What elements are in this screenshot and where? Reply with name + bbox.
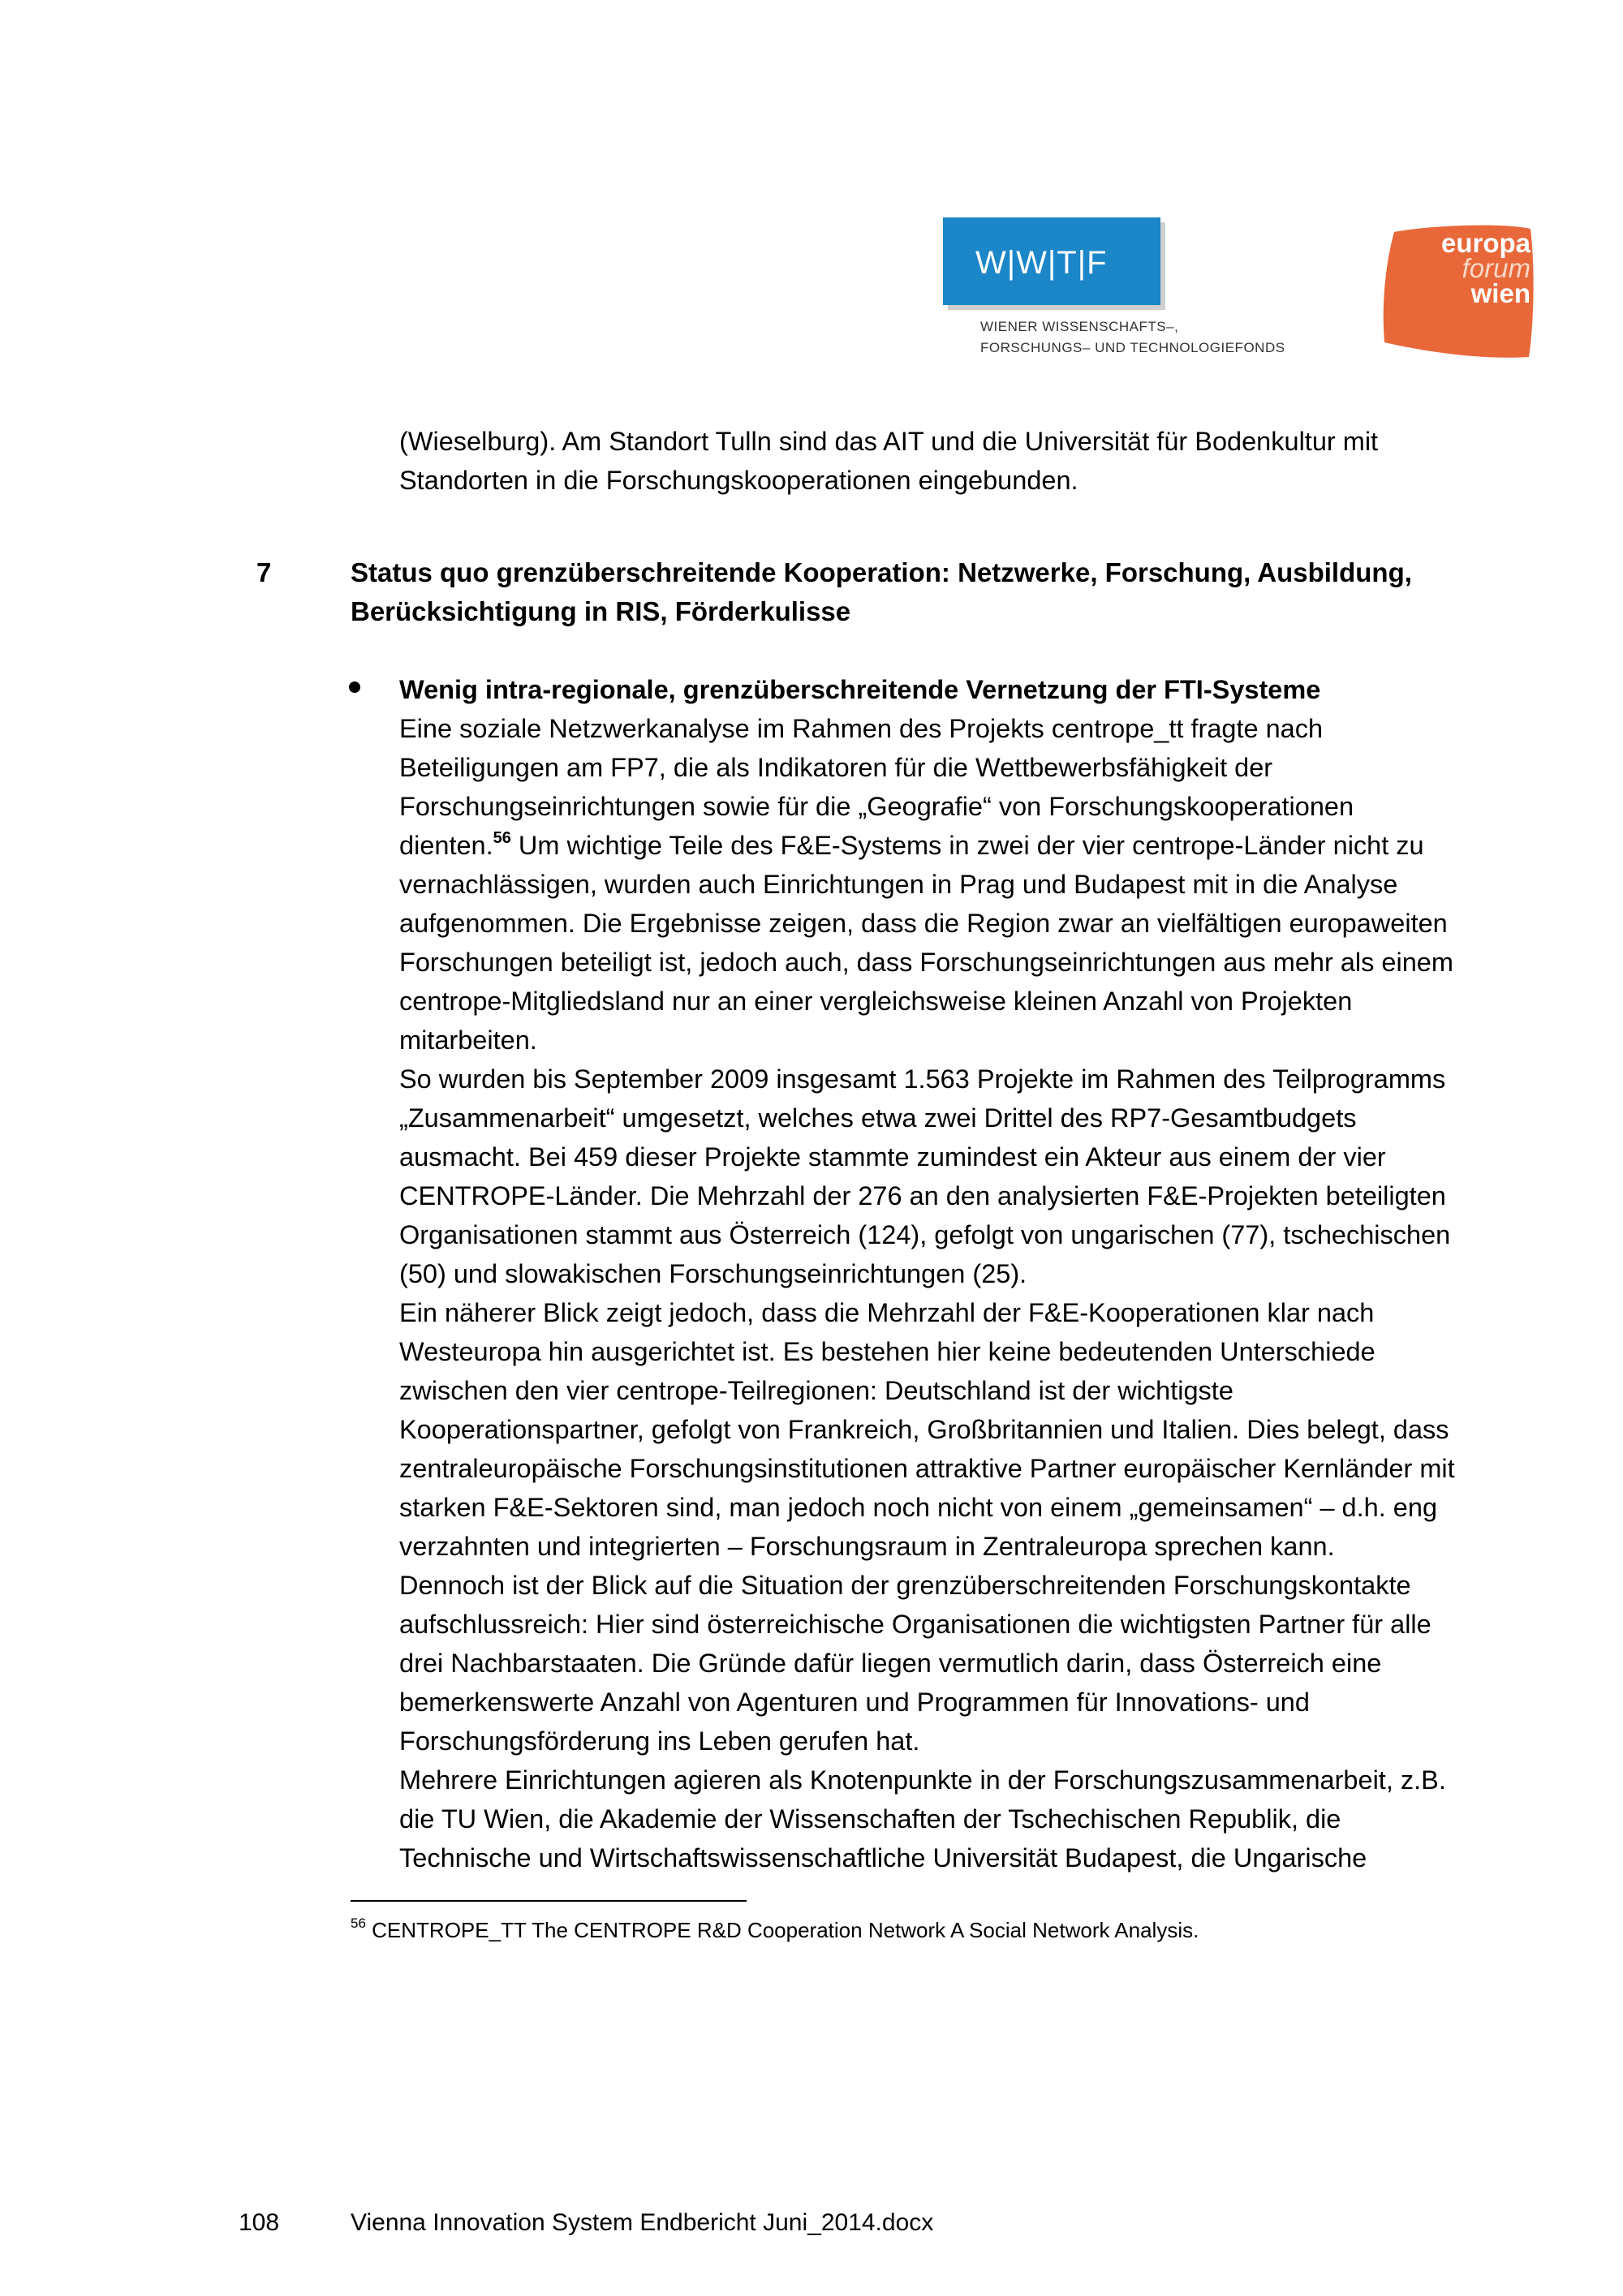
europa-logo-text	[1409, 230, 1530, 306]
text-line: Forschungseinrichtungen sowie für die „Geografie“ von Forschungskooperationen	[399, 792, 1354, 821]
text-line: „Zusammenarbeit“ umgesetzt, welches etwa zwei Drittel des RP7-Gesamtbudgets	[399, 1103, 1357, 1133]
footnote-reference[interactable]: 56	[493, 829, 511, 847]
text-line-with-footnote	[399, 826, 1568, 865]
text-line: Kooperationspartner, gefolgt von Frankreich, Großbritannien und Italien. Dies belegt, dass	[399, 1415, 1449, 1444]
footnote-text: CENTROPE_TT The CENTROPE R&D Cooperation Network A Social Network Analysis.	[365, 1918, 1199, 1942]
text-line: Ein näherer Blick zeigt jedoch, dass die Mehrzahl der F&E-Kooperationen klar nach	[399, 1298, 1375, 1327]
bullet-title: Wenig intra-regionale, grenzüberschreitende Vernetzung der FTI-Systeme	[399, 675, 1321, 704]
europa-forum-wien-logo	[1380, 221, 1537, 362]
text-line: bemerkenswerte Anzahl von Agenturen und Programmen für Innovations- und	[399, 1688, 1310, 1717]
text-line: Forschungen beteiligt ist, jedoch auch, dass Forschungseinrichtungen aus mehr als einem	[399, 948, 1453, 977]
heading-line: Berücksichtigung in RIS, Förderkulisse	[351, 596, 851, 626]
text-line: (50) und slowakischen Forschungseinrichtungen (25).	[399, 1259, 1027, 1288]
text-segment: dienten.	[399, 831, 493, 860]
text-line: Forschungsförderung ins Leben gerufen hat.	[399, 1726, 920, 1756]
europa-logo-line: europa	[1440, 228, 1530, 258]
wwtf-logo-caption	[980, 316, 1402, 359]
text-line: zwischen den vier centrope-Teilregionen: Deutschland ist der wichtigste	[399, 1376, 1233, 1405]
heading-line: Status quo grenzüberschreitende Kooperation: Netzwerke, Forschung, Ausbildung,	[351, 557, 1412, 587]
text-segment: Um wichtige Teile des F&E-Systems in zwei der vier centrope-Länder nicht zu	[510, 831, 1424, 860]
text-line: zentraleuropäische Forschungsinstitutionen attraktive Partner europäischer Kernländer mit	[399, 1454, 1455, 1483]
footer-document-name: Vienna Innovation System Endbericht Juni_2014.docx	[351, 2209, 934, 2236]
bullet-icon	[349, 681, 360, 693]
text-line: vernachlässigen, wurden auch Einrichtungen in Prag und Budapest mit in die Analyse	[399, 870, 1398, 899]
text-line: mitarbeiten.	[399, 1025, 537, 1055]
wwtf-caption-line: FORSCHUNGS– UND TECHNOLOGIEFONDS	[980, 340, 1285, 355]
footnote-separator	[351, 1900, 747, 1902]
text-line: (Wieselburg). Am Standort Tulln sind das AIT und die Universität für Bodenkultur mit	[399, 427, 1379, 456]
bullet-body	[399, 709, 1568, 1877]
text-line: Westeuropa hin ausgerichtet ist. Es bestehen hier keine bedeutenden Unterschiede	[399, 1337, 1375, 1366]
wwtf-logo-letters: W|W|T|F	[975, 245, 1108, 281]
text-line: Technische und Wirtschaftswissenschaftliche Universität Budapest, die Ungarische	[399, 1843, 1367, 1872]
text-line: aufgenommen. Die Ergebnisse zeigen, dass die Region zwar an vielfältigen europaweiten	[399, 909, 1448, 938]
wwtf-logo	[943, 217, 1160, 305]
text-line: Mehrere Einrichtungen agieren als Knotenpunkte in der Forschungszusammenarbeit, z.B.	[399, 1765, 1446, 1795]
text-line: drei Nachbarstaaten. Die Gründe dafür liegen vermutlich darin, dass Österreich eine	[399, 1649, 1382, 1678]
text-line: Organisationen stammt aus Österreich (124), gefolgt von ungarischen (77), tschechischen	[399, 1220, 1451, 1249]
footnote	[351, 1916, 1199, 1944]
text-line: Dennoch ist der Blick auf die Situation der grenzüberschreitenden Forschungskontakte	[399, 1571, 1411, 1600]
europa-logo-line: wien	[1470, 278, 1530, 308]
page-number: 108	[239, 2209, 280, 2236]
text-line: aufschlussreich: Hier sind österreichische Organisationen die wichtigsten Partner für alle	[399, 1610, 1431, 1639]
text-line: die TU Wien, die Akademie der Wissenschaften der Tschechischen Republik, die	[399, 1804, 1341, 1834]
europa-logo-line: forum	[1462, 253, 1530, 283]
section-number: 7	[256, 557, 272, 587]
text-line: centrope-Mitgliedsland nur an einer vergleichsweise kleinen Anzahl von Projekten	[399, 987, 1353, 1016]
text-line: Standorten in die Forschungskooperationen eingebunden.	[399, 466, 1078, 495]
text-line: Beteiligungen am FP7, die als Indikatoren für die Wettbewerbsfähigkeit der	[399, 753, 1273, 782]
text-line: CENTROPE-Länder. Die Mehrzahl der 276 an den analysierten F&E-Projekten beteiligten	[399, 1181, 1446, 1210]
footnote-number: 56	[351, 1915, 366, 1931]
section-heading	[351, 553, 1552, 631]
text-line: verzahnten und integrierten – Forschungsraum in Zentraleuropa sprechen kann.	[399, 1532, 1335, 1561]
text-line: ausmacht. Bei 459 dieser Projekte stammte zumindest ein Akteur aus einem der vier	[399, 1142, 1386, 1172]
text-line: starken F&E-Sektoren sind, man jedoch noch nicht von einem „gemeinsamen“ – d.h. eng	[399, 1493, 1438, 1522]
intro-paragraph	[399, 422, 1568, 500]
text-line: Eine soziale Netzwerkanalyse im Rahmen des Projekts centrope_tt fragte nach	[399, 714, 1324, 743]
text-line: So wurden bis September 2009 insgesamt 1.563 Projekte im Rahmen des Teilprogramms	[399, 1064, 1446, 1094]
wwtf-caption-line: WIENER WISSENSCHAFTS–,	[980, 319, 1179, 334]
